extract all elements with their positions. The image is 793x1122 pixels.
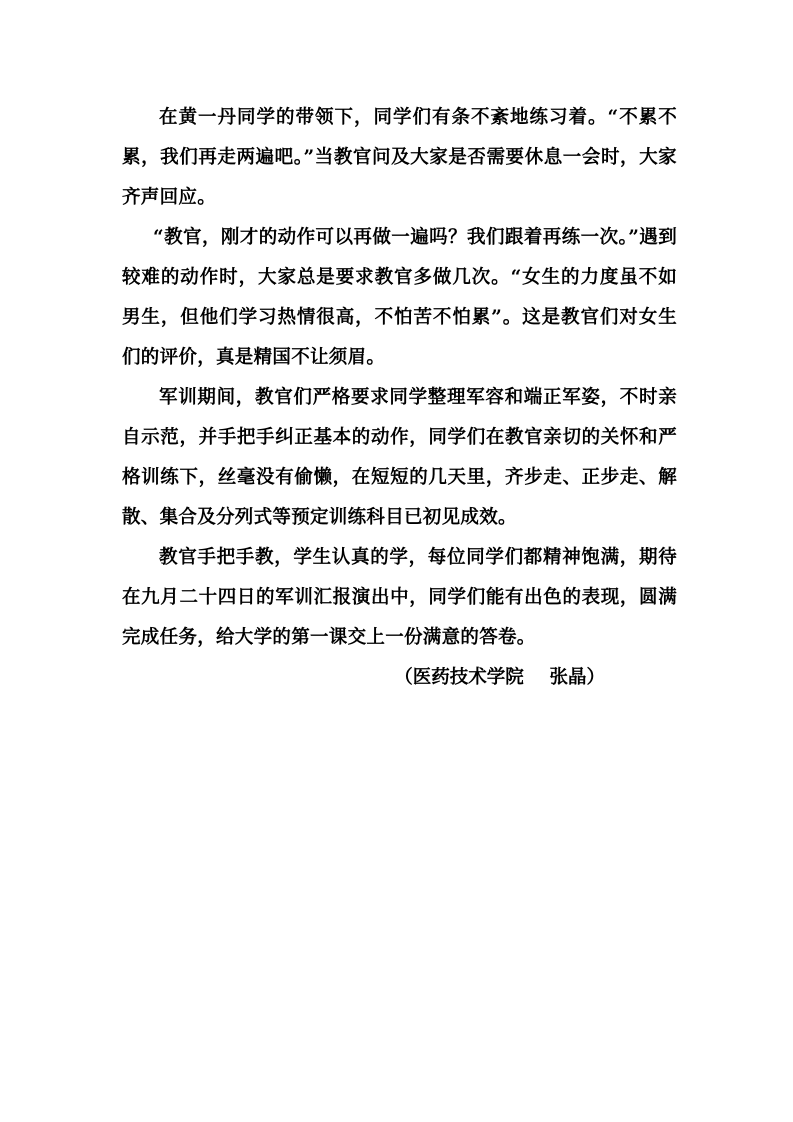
paragraph-4: 教官手把手教，学生认真的学，每位同学们都精神饱满，期待在九月二十四日的军训汇报演出中，同学们能有出色的表现，圆满完成任务，给大学的第一课交上一份满意的答卷。 — [122, 547, 677, 648]
author-byline: （医药技术学院 张晶） — [394, 667, 605, 688]
document-page — [122, 98, 677, 698]
paragraph-2: “教官，刚才的动作可以再做一遍吗？我们跟着再练一次。”遇到较难的动作时，大家总是要求教官多做几次。“女生的力度虽不如男生，但他们学习热情很高，不怕苦不怕累”。这是教官们对女生们的评价，真是精国不让须眉。 — [122, 227, 677, 368]
paragraph-3: 军训期间，教官们严格要求同学整理军容和端正军姿，不时亲自示范，并手把手纠正基本的动作，同学们在教官亲切的关怀和严格训练下，丝毫没有偷懒，在短短的几天里，齐步走、正步走、解散、集合及分列式等预定训练科目已初见成效。 — [122, 387, 677, 528]
paragraph-1: 在黄一丹同学的带领下，同学们有条不紊地练习着。“不累不累，我们再走两遍吧。”当教官问及大家是否需要休息一会时，大家齐声回应。 — [122, 107, 677, 208]
